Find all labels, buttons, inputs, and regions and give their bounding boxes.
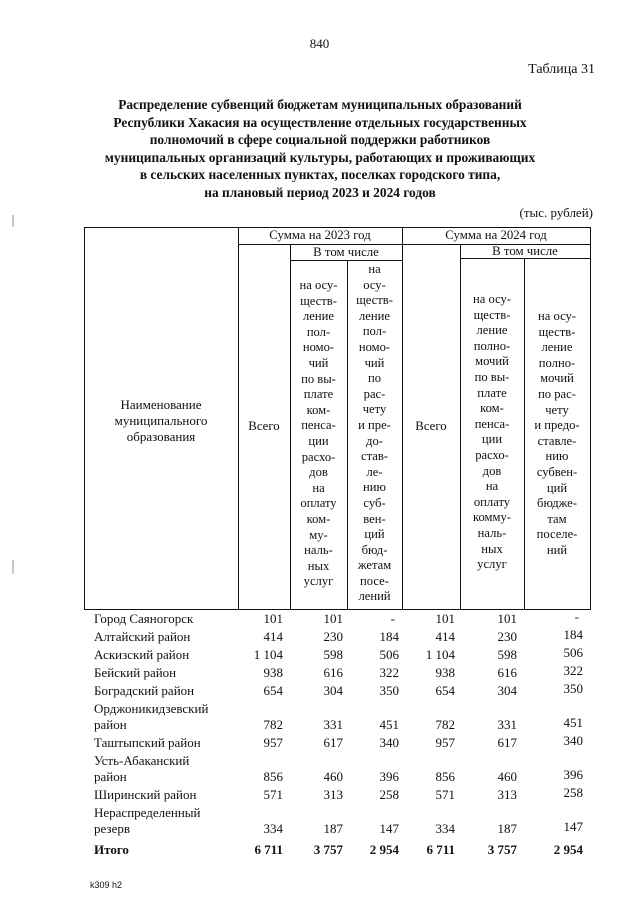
cell-value: 3 757 <box>313 842 343 857</box>
header-text-line: ществ- <box>538 324 576 339</box>
cell-value: 2 954 <box>553 842 583 857</box>
header-text-line: пол- <box>362 324 387 339</box>
header-text-line: ществ- <box>356 293 393 308</box>
cell-value: 957 <box>435 735 455 750</box>
header-text-line: суб- <box>363 495 386 510</box>
header-text-line: ле- <box>366 464 383 479</box>
cell-value: 782 <box>263 717 283 732</box>
header-text-line: услуг <box>477 557 507 572</box>
cell-value: 451 <box>379 717 399 732</box>
header-text-line: мочий <box>475 354 509 369</box>
cell-value: 938 <box>263 665 283 680</box>
header-text-line: ций <box>546 480 568 495</box>
header-text-line: расхо- <box>475 447 509 462</box>
cell-value: 654 <box>435 683 455 698</box>
header-text-line: осу- <box>363 277 386 292</box>
cell-value: 654 <box>263 683 283 698</box>
header-text-line: став- <box>361 449 388 464</box>
header-text-line: чий <box>364 355 385 370</box>
cell-value: 350 <box>563 681 583 696</box>
header-text-line: наль- <box>477 525 507 540</box>
header-text-line: наль- <box>304 543 333 558</box>
cell-value: 6 711 <box>254 842 283 857</box>
header-text-line: комму- <box>473 510 511 525</box>
header-text-line: бюд- <box>361 542 388 557</box>
cell-value: 147 <box>563 819 583 834</box>
header-text-line: ций <box>364 527 385 542</box>
header-text-line: ции <box>481 432 503 447</box>
header-text-line: полно- <box>538 355 576 370</box>
cell-value: 856 <box>435 769 455 784</box>
row-name: район <box>94 769 127 784</box>
cell-value: 782 <box>435 717 455 732</box>
cell-value: 258 <box>379 787 399 802</box>
header-text-line: ком- <box>480 401 504 416</box>
row-name: Орджоникидзевский <box>94 701 209 716</box>
header-text-line: мочий <box>540 371 574 386</box>
header-text-line: и пре- <box>358 417 391 432</box>
header-text-line: ление <box>359 308 390 323</box>
header-text-line: ление <box>541 340 573 355</box>
header-sum-2024: Сумма на 2024 год <box>445 228 547 242</box>
header-text-line: оплату <box>300 496 337 511</box>
title-line: Распределение субвенций бюджетам муниципальных образований <box>118 97 522 112</box>
header-text-line: дов <box>482 463 502 478</box>
cell-value: 2 954 <box>369 842 399 857</box>
header-text-line: на <box>485 479 499 494</box>
table-rule <box>290 260 402 261</box>
header-text-line: пенса- <box>301 418 336 433</box>
document-title <box>70 96 570 202</box>
cell-value: 1 104 <box>253 647 283 662</box>
header-text-line: ление <box>476 323 508 338</box>
cell-value: 101 <box>497 611 517 626</box>
header-text-line: ком- <box>306 402 331 417</box>
cell-value: 184 <box>563 627 583 642</box>
scan-mark <box>12 215 14 227</box>
cell-value: 396 <box>563 767 583 782</box>
cell-value: 184 <box>379 629 399 644</box>
header-text-line: на осу- <box>537 309 576 323</box>
header-text-line: ных <box>307 558 330 573</box>
cell-value: 616 <box>497 665 517 680</box>
header-text-line: до- <box>366 433 383 448</box>
cell-value: 322 <box>563 663 583 678</box>
title-line: муниципальных организаций культуры, работающих и проживающих <box>104 149 536 165</box>
header-text-line: бюдже- <box>537 496 577 511</box>
header-text-line: на осу- <box>472 292 511 306</box>
row-name: Нераспределенный <box>94 805 201 820</box>
header-text-line: рас- <box>363 386 386 401</box>
cell-value: 571 <box>435 787 455 802</box>
header-municipality <box>84 397 238 445</box>
cell-value: 571 <box>263 787 283 802</box>
header-text-line: номо- <box>358 339 391 354</box>
table-label: Таблица 31 <box>528 62 595 77</box>
row-name: Усть-Абаканский <box>94 753 190 768</box>
title-line: в сельских населенных пунктах, поселках городского типа, <box>139 167 501 183</box>
units-label: (тыс. рублей) <box>519 205 593 220</box>
header-text-line: му- <box>309 527 328 542</box>
row-name: Таштыпский район <box>94 735 201 750</box>
page-number: 840 <box>309 36 330 51</box>
header-text-line: ных <box>481 541 503 556</box>
header-text-line: дов <box>309 465 328 480</box>
header-calc-2023 <box>347 262 402 605</box>
cell-value: 598 <box>497 647 517 662</box>
cell-value: 598 <box>323 647 343 662</box>
title-line: Республики Хакасия на осуществление отдельных государственных <box>113 114 527 130</box>
cell-value: 1 104 <box>425 647 455 662</box>
cell-value: 304 <box>497 683 517 698</box>
cell-value: 856 <box>263 769 283 784</box>
cell-value: 230 <box>323 629 343 644</box>
header-text-line: посе- <box>360 573 389 588</box>
header-text-line: пол- <box>306 324 331 339</box>
cell-value: 350 <box>379 683 399 698</box>
cell-value: 3 757 <box>487 842 517 857</box>
scan-mark <box>12 560 14 574</box>
cell-value: 331 <box>323 717 343 732</box>
header-text-line: вен- <box>363 511 386 526</box>
header-text-line: нию <box>363 480 386 495</box>
cell-value: 187 <box>323 821 343 836</box>
header-text-line: ний <box>546 542 568 557</box>
cell-value: 101 <box>435 611 455 626</box>
header-text-line: ление <box>303 309 334 324</box>
header-text-line: по вы- <box>301 371 336 386</box>
header-text-line: ществ- <box>300 293 337 308</box>
header-text-line: там <box>547 511 567 526</box>
header-text-line: и предо- <box>534 418 580 433</box>
title-line: на плановый период 2023 и 2024 годов <box>204 184 436 200</box>
header-text-line: по вы- <box>474 369 510 384</box>
row-name: Аскизский район <box>94 647 190 662</box>
header-text-line: чий <box>308 355 329 370</box>
cell-value: - <box>390 611 395 626</box>
header-text-line: услуг <box>303 574 334 589</box>
cell-value: 938 <box>435 665 455 680</box>
header-text-line: на <box>368 262 381 276</box>
cell-value: 322 <box>379 665 399 680</box>
cell-value: 414 <box>435 629 455 644</box>
title-line: полномочий в сфере социальной поддержки работников <box>149 132 491 148</box>
header-text-line: номо- <box>302 340 335 355</box>
header-text-line: оплату <box>473 494 511 509</box>
row-name: Алтайский район <box>94 629 191 644</box>
header-total-2023: Всего <box>248 419 280 433</box>
header-text-line: на осу- <box>299 278 338 292</box>
cell-value: 187 <box>497 821 517 836</box>
cell-value: 414 <box>263 629 283 644</box>
header-text-line: расхо- <box>301 449 336 464</box>
header-text-line: по <box>367 371 382 386</box>
header-text-line: лений <box>358 589 391 604</box>
total-row-label: Итого <box>94 842 129 857</box>
header-text-line: жетам <box>357 558 392 573</box>
header-text-line: образования <box>126 429 196 444</box>
cell-value: 957 <box>263 735 283 750</box>
cell-value: 460 <box>323 769 343 784</box>
header-text-line: субвен- <box>536 464 578 479</box>
header-text-line: плате <box>303 387 334 402</box>
cell-value: 617 <box>497 735 517 750</box>
row-name: Ширинский район <box>94 787 197 802</box>
table-header-bottom <box>84 609 591 610</box>
header-text-line: по рас- <box>538 386 576 401</box>
cell-value: 331 <box>497 717 517 732</box>
cell-value: - <box>574 609 579 624</box>
cell-value: 313 <box>323 787 343 802</box>
cell-value: 334 <box>435 821 455 836</box>
cell-value: 313 <box>497 787 517 802</box>
header-incl-2023: В том числе <box>313 244 379 259</box>
header-text-line: полно- <box>473 338 511 353</box>
cell-value: 396 <box>379 769 399 784</box>
header-text-line: ком- <box>306 511 331 526</box>
header-text-line: плате <box>477 385 507 400</box>
cell-value: 506 <box>563 645 583 660</box>
header-total-2024: Всего <box>415 419 447 433</box>
cell-value: 617 <box>323 735 343 750</box>
header-text-line: пенса- <box>474 416 510 431</box>
row-name: район <box>94 717 127 732</box>
header-text-line: нию <box>545 449 569 464</box>
cell-value: 616 <box>323 665 343 680</box>
footer-code: k309 h2 <box>90 880 123 890</box>
header-incl-2024: В том числе <box>492 243 558 258</box>
header-text-line: ществ- <box>473 307 511 322</box>
header-text-line: поселе- <box>536 527 578 542</box>
cell-value: 147 <box>379 821 399 836</box>
row-name: Бейский район <box>94 665 177 680</box>
header-text-line: ставле- <box>537 433 577 448</box>
header-text-line: чету <box>362 402 387 417</box>
cell-value: 460 <box>497 769 517 784</box>
header-text-line: ции <box>308 433 329 448</box>
row-name: Город Саяногорск <box>94 611 194 626</box>
cell-value: 304 <box>323 683 343 698</box>
header-text-line: чету <box>545 402 569 417</box>
header-text-line: муниципального <box>114 413 208 428</box>
table-rule <box>590 227 591 609</box>
cell-value: 6 711 <box>426 842 455 857</box>
header-text-line: на <box>312 480 325 495</box>
cell-value: 101 <box>263 611 283 626</box>
header-text-line: Наименование <box>120 397 202 412</box>
cell-value: 451 <box>563 715 583 730</box>
cell-value: 258 <box>563 785 583 800</box>
header-calc-2024 <box>524 309 590 559</box>
header-sum-2023: Сумма на 2023 год <box>269 228 371 242</box>
cell-value: 334 <box>263 821 283 836</box>
header-utility-2024 <box>460 292 524 573</box>
row-name: резерв <box>94 821 130 836</box>
cell-value: 340 <box>563 733 583 748</box>
cell-value: 340 <box>379 735 399 750</box>
cell-value: 506 <box>379 647 399 662</box>
header-utility-2023 <box>290 278 347 590</box>
row-name: Боградский район <box>94 683 195 698</box>
cell-value: 101 <box>323 611 343 626</box>
cell-value: 230 <box>497 629 517 644</box>
